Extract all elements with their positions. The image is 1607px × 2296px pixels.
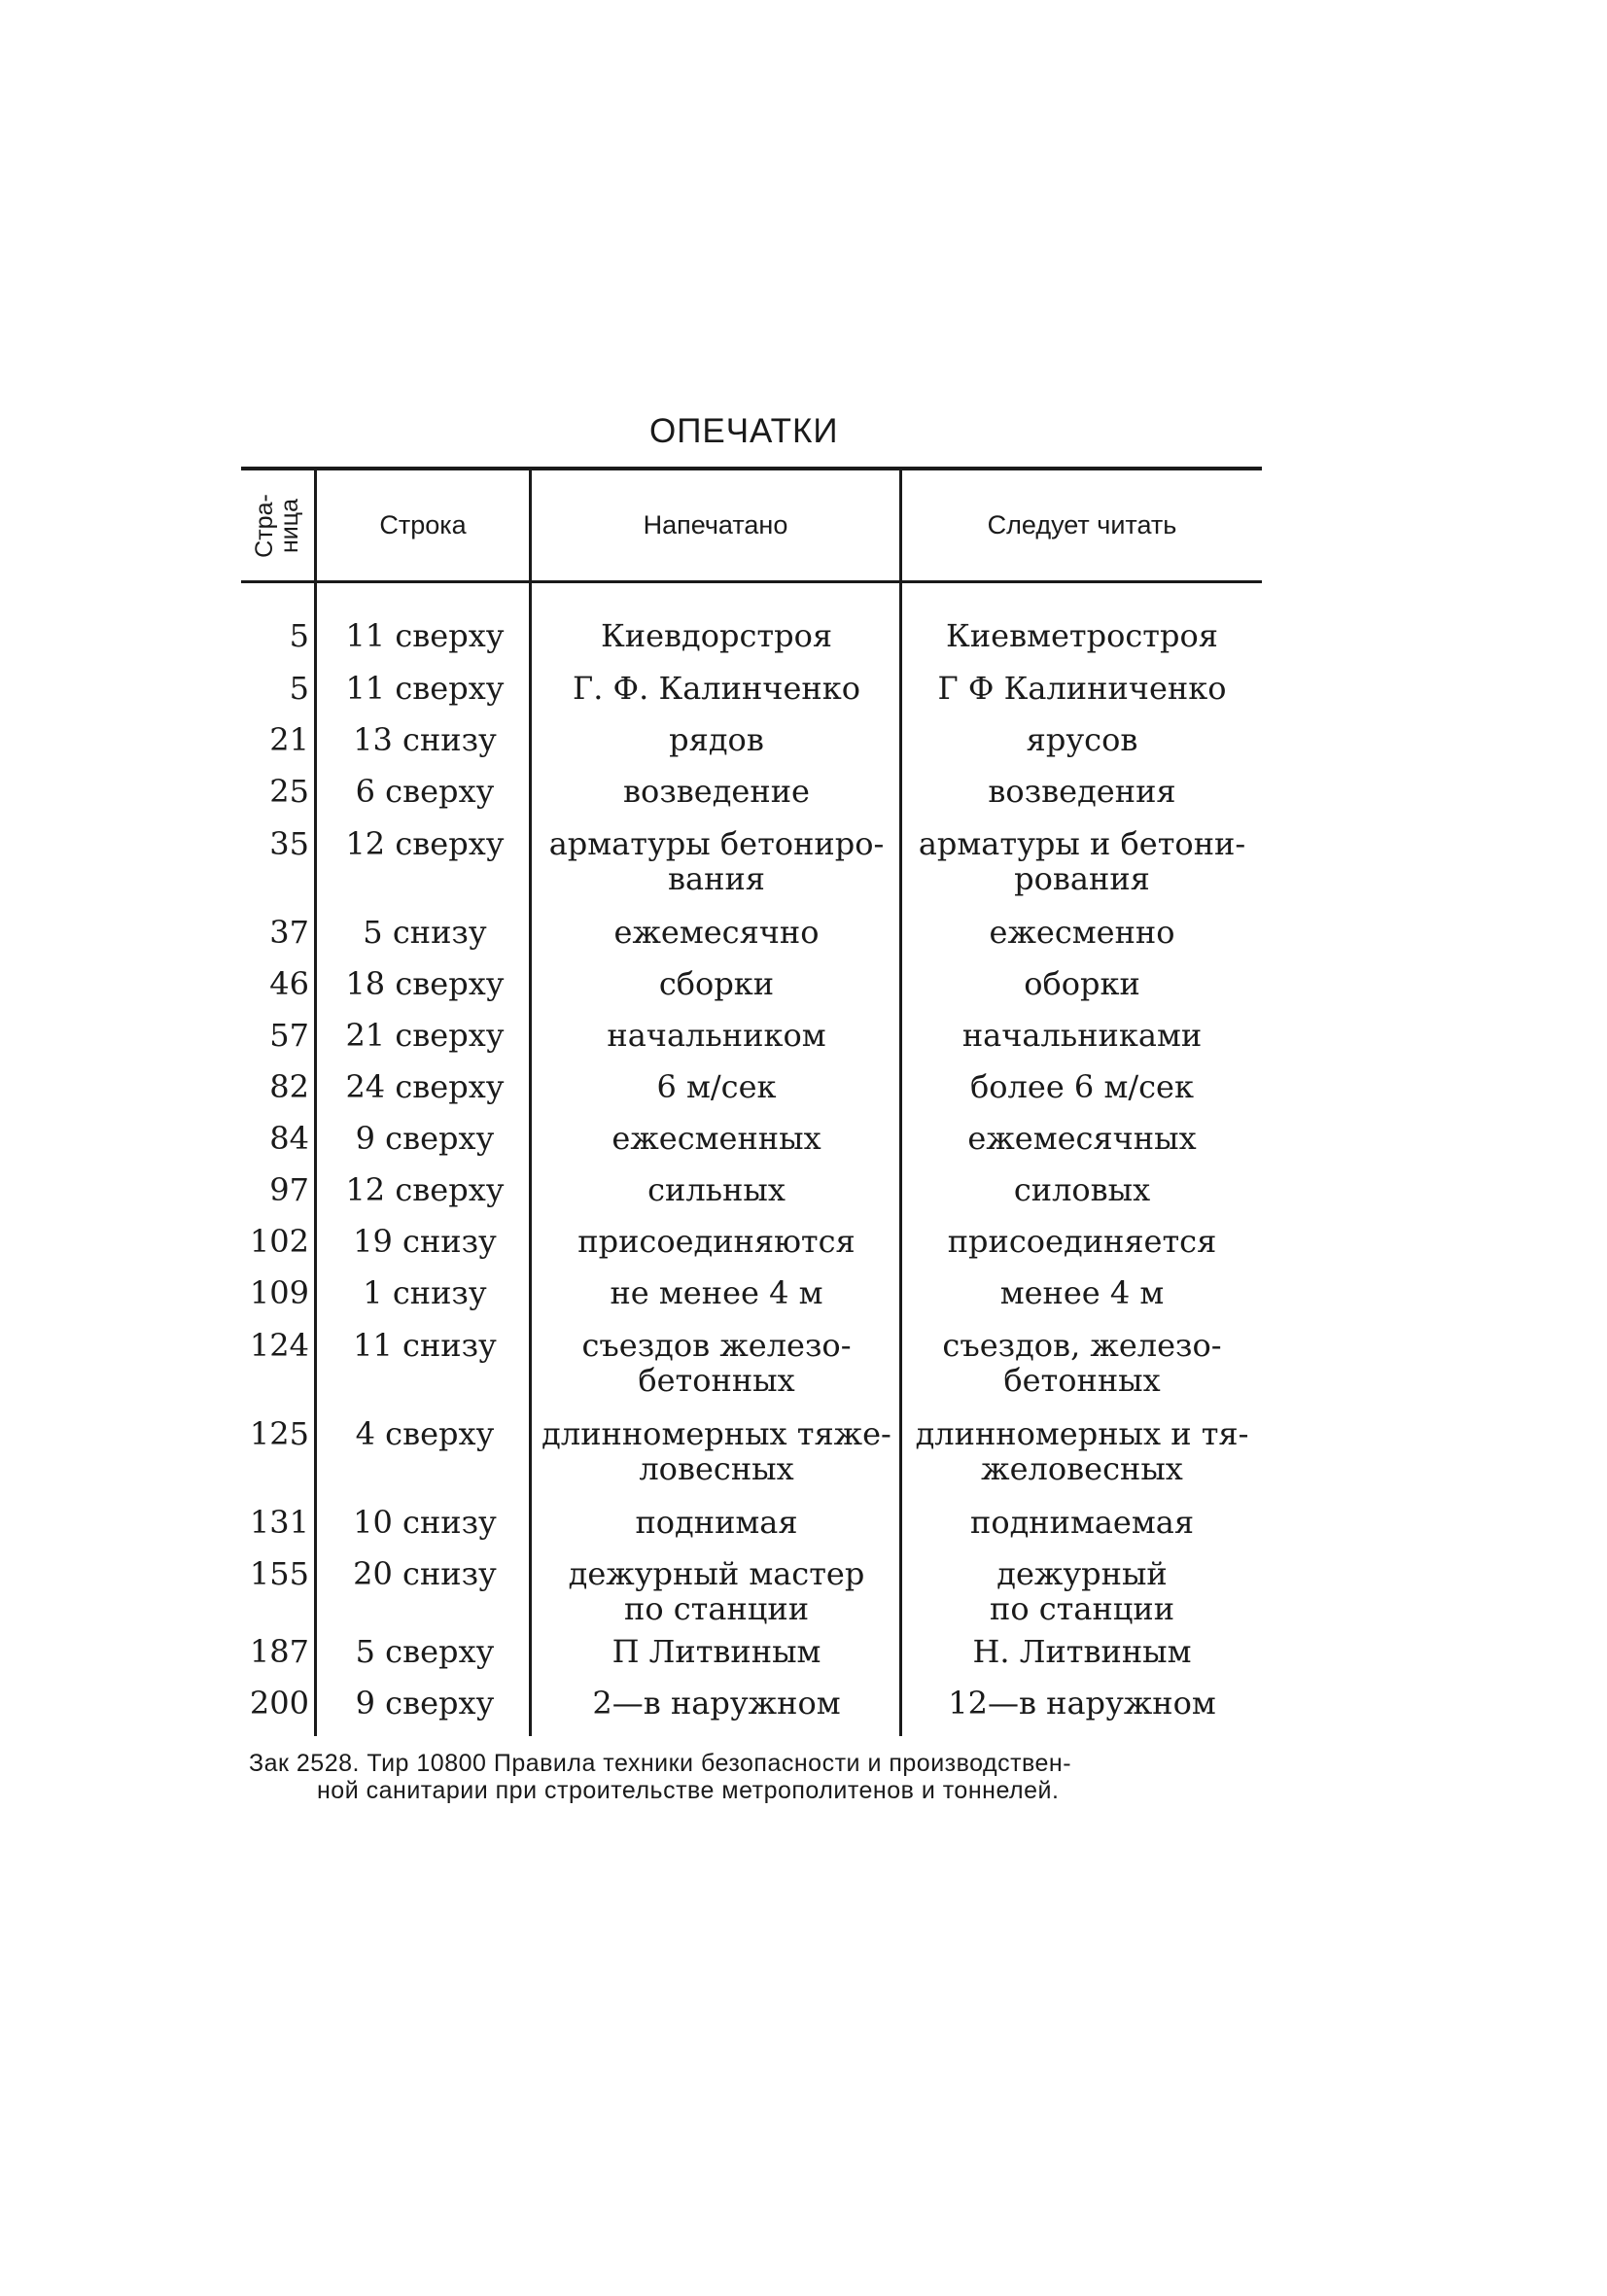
column-divider-1 [314, 470, 317, 1736]
page-title: ОПЕЧАТКИ [649, 412, 839, 450]
cell-printed: Г. Ф. Калинченко [573, 670, 860, 707]
cell-line: 6 сверху [355, 773, 495, 810]
cell-should-read: начальниками [961, 1017, 1203, 1054]
cell-line: 9 сверху [355, 1120, 495, 1157]
cell-line: 12 сверху [345, 825, 505, 862]
imprint-line-1: Зак 2528. Тир 10800 Правила техники безопасности и производствен- [249, 1750, 1072, 1777]
cell-should-read: присоединяется [947, 1223, 1217, 1260]
cell-line: 11 сверху [345, 670, 505, 707]
table-top-rule [241, 467, 1262, 470]
cell-should-read: силовых [1013, 1171, 1151, 1208]
cell-should-read: ежемесячных [967, 1120, 1197, 1157]
table-header-rule [241, 580, 1262, 583]
cell-line: 11 сверху [345, 617, 505, 654]
cell-page: 5 [289, 617, 309, 654]
cell-should-read: Г Ф Калиниченко [937, 670, 1227, 707]
cell-printed: 6 м/сек [656, 1068, 777, 1105]
header-should-read: Следует читать [987, 510, 1177, 539]
cell-line: 19 снизу [353, 1223, 497, 1260]
cell-line: 21 сверху [345, 1017, 505, 1054]
cell-line: 11 снизу [353, 1327, 497, 1364]
cell-printed: сборки [658, 965, 775, 1002]
cell-line: 5 сверху [355, 1633, 495, 1670]
cell-should-read: съездов, железо- бетонных [942, 1327, 1222, 1399]
cell-page: 82 [269, 1068, 309, 1105]
cell-line: 9 сверху [355, 1685, 495, 1722]
cell-printed: рядов [669, 721, 764, 758]
cell-should-read: арматуры и бетони- рования [918, 825, 1246, 897]
cell-page: 102 [249, 1223, 309, 1260]
cell-page: 131 [249, 1504, 309, 1541]
cell-page: 97 [269, 1171, 309, 1208]
cell-printed: Киевдорстроя [600, 617, 833, 654]
cell-should-read: Киевметростроя [946, 617, 1218, 654]
cell-page: 35 [269, 825, 309, 862]
cell-printed: П Литвиным [611, 1633, 821, 1670]
cell-page: 46 [269, 965, 309, 1002]
imprint-line-2: ной санитарии при строительстве метрополитенов и тоннелей. [317, 1777, 1060, 1804]
cell-line: 12 сверху [345, 1171, 505, 1208]
cell-printed: дежурный мастер по станции [568, 1555, 865, 1627]
cell-line: 5 снизу [363, 914, 487, 951]
cell-page: 124 [249, 1327, 309, 1364]
cell-printed: возведение [623, 773, 810, 810]
cell-printed: арматуры бетониро- вания [548, 825, 885, 897]
cell-page: 25 [269, 773, 309, 810]
header-page: Стра- ница [250, 493, 303, 558]
imprint-footer [249, 1750, 1270, 1804]
cell-page: 125 [249, 1415, 309, 1452]
cell-printed: длинномерных тяже- ловесных [541, 1415, 891, 1487]
cell-page: 187 [249, 1633, 309, 1670]
cell-printed: 2—в наружном [592, 1685, 841, 1722]
cell-line: 4 сверху [355, 1415, 495, 1452]
cell-page: 5 [289, 670, 309, 707]
cell-should-read: ежесменно [989, 914, 1175, 951]
header-page-cell [248, 474, 306, 576]
cell-should-read: поднимаемая [969, 1504, 1194, 1541]
cell-printed: сильных [647, 1171, 786, 1208]
cell-page: 84 [269, 1120, 309, 1157]
cell-printed: начальником [607, 1017, 826, 1054]
cell-printed: съездов железо- бетонных [581, 1327, 852, 1399]
cell-should-read: ярусов [1026, 721, 1138, 758]
cell-printed: поднимая [635, 1504, 798, 1541]
cell-printed: ежемесячно [613, 914, 820, 951]
cell-page: 21 [269, 721, 309, 758]
cell-should-read: возведения [988, 773, 1176, 810]
column-divider-3 [899, 470, 902, 1736]
cell-line: 10 снизу [353, 1504, 497, 1541]
cell-printed: ежесменных [611, 1120, 821, 1157]
cell-should-read: менее 4 м [999, 1274, 1165, 1311]
header-line: Строка [379, 510, 467, 539]
cell-should-read: оборки [1024, 965, 1140, 1002]
cell-should-read: 12—в наружном [948, 1685, 1216, 1722]
cell-line: 13 снизу [353, 721, 497, 758]
cell-page: 155 [249, 1555, 309, 1592]
column-divider-2 [529, 470, 532, 1736]
header-printed: Напечатано [643, 510, 788, 539]
cell-printed: не менее 4 м [610, 1274, 823, 1311]
cell-should-read: длинномерных и тя- желовесных [915, 1415, 1249, 1487]
cell-page: 200 [249, 1685, 309, 1722]
cell-should-read: более 6 м/сек [970, 1068, 1194, 1105]
cell-should-read: дежурный по станции [989, 1555, 1175, 1627]
cell-line: 18 сверху [345, 965, 505, 1002]
cell-printed: присоединяются [577, 1223, 856, 1260]
cell-line: 1 снизу [363, 1274, 487, 1311]
cell-page: 57 [269, 1017, 309, 1054]
cell-line: 20 снизу [353, 1555, 497, 1592]
cell-page: 37 [269, 914, 309, 951]
cell-should-read: Н. Литвиным [972, 1633, 1192, 1670]
cell-line: 24 сверху [345, 1068, 505, 1105]
cell-page: 109 [249, 1274, 309, 1311]
